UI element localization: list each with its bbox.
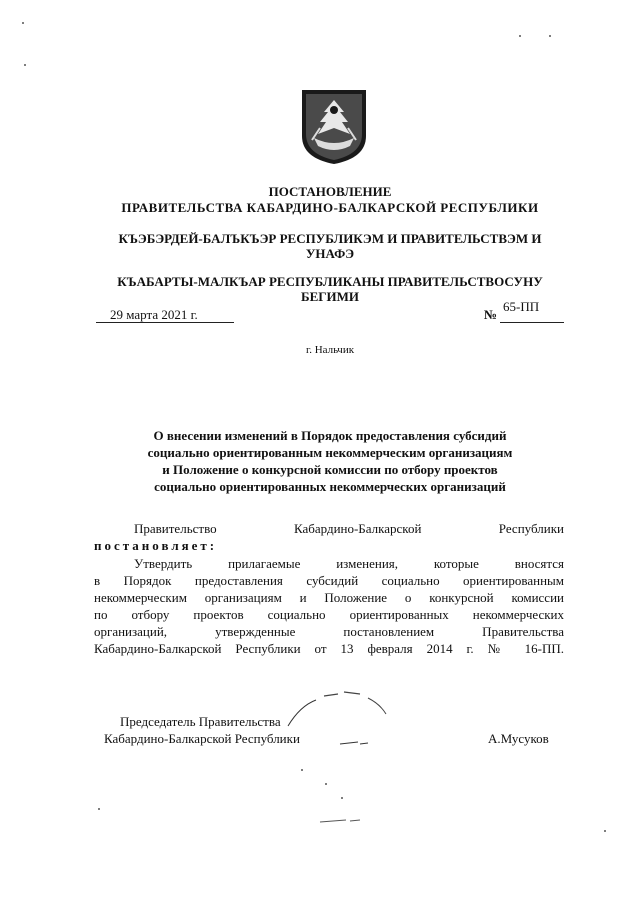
scan-speck [22,22,24,24]
document-type: ПОСТАНОВЛЕНИЕ [268,184,392,199]
body-intro [134,521,564,537]
title-line: социально ориентированным некоммерческим организациям [147,445,513,460]
body-line: Кабардино-Балкарской Республики от 13 февраля 2014 г. № 16-ПП. [94,641,564,656]
signatory-position-line2: Кабардино-Балкарской Республики [104,731,300,746]
scan-speck [549,35,551,37]
body-line: в Порядок предоставления субсидий социально ориентированным [94,573,564,588]
body-line: организаций, утвержденные постановлением Правительства [94,624,564,639]
government-name-ru: ПРАВИТЕЛЬСТВА КАБАРДИНО-БАЛКАРСКОЙ РЕСПУБЛИКИ [121,200,539,215]
signatory-name: А.Мусуков [488,731,549,746]
body-line: некоммерческим организациям и Положение о конкурсной комиссии [94,590,564,605]
body-line: Утвердить прилагаемые изменения, которые вносятся [134,556,564,571]
city: г. Нальчик [305,344,355,356]
scan-speck [604,830,606,832]
number-underline [500,322,564,323]
government-name-kabardian-line2: УНАФЭ [305,246,355,261]
body-intro-word: Республики [498,521,564,536]
signatory-position-line1: Председатель Правительства [120,714,281,729]
government-name-kabardian-line1: КЪЭБЭРДЕЙ-БАЛЪКЪЭР РЕСПУБЛИКЭМ И ПРАВИТЕЛЬСТВЭМ И [118,231,542,246]
government-name-balkar-line2: БЕГИМИ [300,289,360,304]
government-name-balkar-line1: КЪАБАРТЫ-МАЛКЪАР РЕСПУБЛИКАНЫ ПРАВИТЕЛЬСТВОСУНУ [117,274,543,289]
body-line: по отбору проектов социально ориентированных некоммерческих [94,607,564,622]
body-intro-word: Правительство [134,521,217,536]
document-number: 65-ПП [503,299,540,314]
scan-speck [519,35,521,37]
coat-of-arms-emblem [300,88,368,166]
number-sign: № [484,307,498,322]
document-date: 29 марта 2021 г. [110,307,198,322]
date-underline [96,322,234,323]
body-intro-word: Кабардино-Балкарской [293,521,422,536]
scan-speck [24,64,26,66]
handwritten-signature [280,686,410,836]
resolves-word: постановляет: [94,538,218,553]
scan-speck [98,808,100,810]
title-line: и Положение о конкурсной комиссии по отбору проектов [162,462,498,477]
title-line: социально ориентированных некоммерческих организаций [154,479,506,494]
title-line: О внесении изменений в Порядок предоставления субсидий [153,428,507,443]
